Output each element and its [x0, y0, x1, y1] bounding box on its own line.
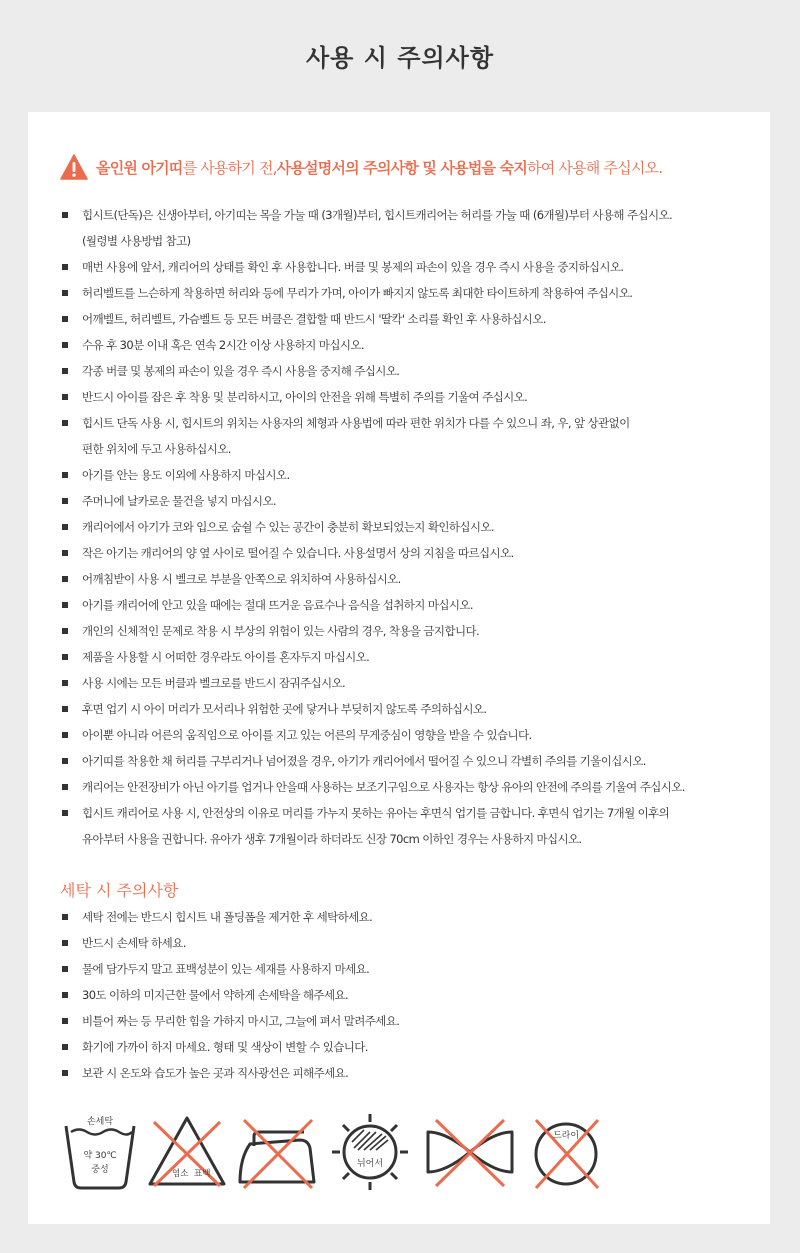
no-dry-clean-icon — [528, 1112, 604, 1192]
warning-icon — [60, 154, 88, 180]
warning-emphasis: 사용설명서의 주의사항 및 사용법을 숙지 — [276, 158, 528, 177]
list-item: 화기에 가까이 하지 마세요. 형태 및 색상이 변할 수 있습니다. — [62, 1034, 399, 1060]
list-item: 개인의 신체적인 문제로 착용 시 부상의 위험이 있는 사람의 경우, 착용을 금지합니다. — [62, 618, 685, 644]
list-item: 매번 사용에 앞서, 캐리어의 상태를 확인 후 사용합니다. 버클 및 봉제의 파손이 있을 경우 즉시 사용을 중지하십시오. — [62, 254, 685, 280]
list-item: 사용 시에는 모든 버클과 벨크로를 반드시 잠궈주십시오. — [62, 670, 685, 696]
bleach-chlorine: 염소 — [172, 1169, 189, 1179]
list-item: 어깨침받이 사용 시 벨크로 부분을 안쪽으로 위치하여 사용하십시오. — [62, 566, 685, 592]
list-item: 보관 시 온도와 습도가 높은 곳과 직사광선은 피해주세요. — [62, 1060, 399, 1086]
list-item: 수유 후 30분 이내 혹은 연속 2시간 이상 사용하지 마십시오. — [62, 332, 685, 358]
list-item: 유아부터 사용을 권합니다. 유아가 생후 7개월이라 하더라도 신장 70cm 이하인 경우는 사용하지 마십시오. — [82, 832, 582, 846]
list-item: 힙시트 캐리어로 사용 시, 안전상의 이유로 머리를 가누지 못하는 유아는 후면식 업기를 금합니다. 후면식 업기는 7개월 이후의 — [62, 800, 685, 826]
list-item: 아기를 캐리어에 안고 있을 때에는 절대 뜨거운 음료수나 음식을 섭취하지 마십시오. — [62, 592, 685, 618]
list-item: 작은 아기는 캐리어의 양 옆 사이로 떨어질 수 있습니다. 사용설명서 상의 지침을 따르십시오. — [62, 540, 685, 566]
dry-flat-icon — [330, 1112, 410, 1192]
hand-wash-label: 손세탁 — [86, 1117, 114, 1127]
list-item: 아기띠를 착용한 채 허리를 구부리거나 넘어졌을 경우, 아기가 캐리어에서 떨어질 수 있으니 각별히 주의를 기울이십시오. — [62, 748, 685, 774]
dry-clean-label: 드라이 — [552, 1131, 580, 1141]
list-item: 세탁 전에는 반드시 힙시트 내 폴딩폼을 제거한 후 세탁하세요. — [62, 904, 399, 930]
hand-wash-icon — [62, 1112, 138, 1192]
list-item: 비틀어 짜는 등 무리한 힘을 가하지 마시고, 그늘에 펴서 말려주세요. — [62, 1008, 399, 1034]
no-iron-icon — [234, 1112, 320, 1192]
list-item: 아이뿐 아니라 어른의 움직임으로 아이를 지고 있는 어른의 무게중심이 영향을 받을 수 있습니다. — [62, 722, 685, 748]
page-title: 사용 시 주의사항 — [306, 44, 494, 72]
list-item: 후면 업기 시 아이 머리가 모서리나 위험한 곳에 닿거나 부딪히지 않도록 주의하십시오. — [62, 696, 685, 722]
bleach-label: 표백 — [194, 1169, 211, 1179]
caution-card — [28, 112, 770, 1224]
caution-list — [62, 202, 685, 852]
list-item: 주머니에 날카로운 물건을 넣지 마십시오. — [62, 488, 685, 514]
no-bleach-icon — [146, 1112, 228, 1192]
list-item: 각종 버클 및 봉제의 파손이 있을 경우 즉시 사용을 중지해 주십시오. — [62, 358, 685, 384]
wash-title: 세탁 시 주의사항 — [60, 881, 179, 900]
hand-wash-temp: 약 30℃ — [83, 1151, 117, 1161]
list-item: (월령별 사용방법 참고) — [82, 234, 191, 248]
warning-text-2: 하여 사용해 주십시오. — [527, 158, 663, 177]
list-item: 반드시 아이를 잡은 후 착용 및 분리하시고, 아이의 안전을 위해 특별히 주의를 기울여 주십시오. — [62, 384, 685, 410]
wash-list — [62, 904, 399, 1086]
list-item: 30도 이하의 미지근한 물에서 약하게 손세탁을 해주세요. — [62, 982, 399, 1008]
list-item: 제품을 사용할 시 어떠한 경우라도 아이를 혼자두지 마십시오. — [62, 644, 685, 670]
warning-line — [60, 154, 662, 180]
dry-flat-label: 뉘어서 — [356, 1159, 384, 1169]
list-item: 허리벨트를 느슨하게 착용하면 허리와 등에 무리가 가며, 아이가 빠지지 않도록 최대한 타이트하게 착용하여 주십시오. — [62, 280, 685, 306]
list-item: 어깨벨트, 허리벨트, 가슴벨트 등 모든 버클은 결합할 때 반드시 '딸칵' 소리를 확인 후 사용하십시오. — [62, 306, 685, 332]
list-item: 물에 담가두지 말고 표백성분이 있는 세재를 사용하지 마세요. — [62, 956, 399, 982]
list-item: 아기를 안는 용도 이외에 사용하지 마십시오. — [62, 462, 685, 488]
list-item: 캐리어에서 아기가 코와 입으로 숨쉴 수 있는 공간이 충분히 확보되었는지 확인하십시오. — [62, 514, 685, 540]
list-item: 캐리어는 안전장비가 아닌 아기를 업거나 안을때 사용하는 보조기구임으로 사용자는 항상 유아의 안전에 주의를 기울여 주십시오. — [62, 774, 685, 800]
list-item: 반드시 손세탁 하세요. — [62, 930, 399, 956]
product-name: 올인원 아기띠 — [96, 158, 183, 177]
list-item: 힙시트 단독 사용 시, 힙시트의 위치는 사용자의 체형과 사용법에 따라 편한 위치가 다를 수 있으니 좌, 우, 앞 상관없이 — [62, 410, 685, 436]
list-item: 힙시트(단독)은 신생아부터, 아기띠는 목을 가눌 때 (3개월)부터, 힙시트캐리어는 허리를 가눌 때 (6개월)부터 사용해 주십시오. — [62, 202, 685, 228]
warning-text-1: 를 사용하기 전, — [182, 158, 277, 177]
no-wring-icon — [422, 1112, 518, 1192]
hand-wash-neutral: 중성 — [91, 1165, 109, 1175]
list-item: 편한 위치에 두고 사용하십시오. — [82, 442, 231, 456]
care-symbols — [62, 1112, 582, 1192]
